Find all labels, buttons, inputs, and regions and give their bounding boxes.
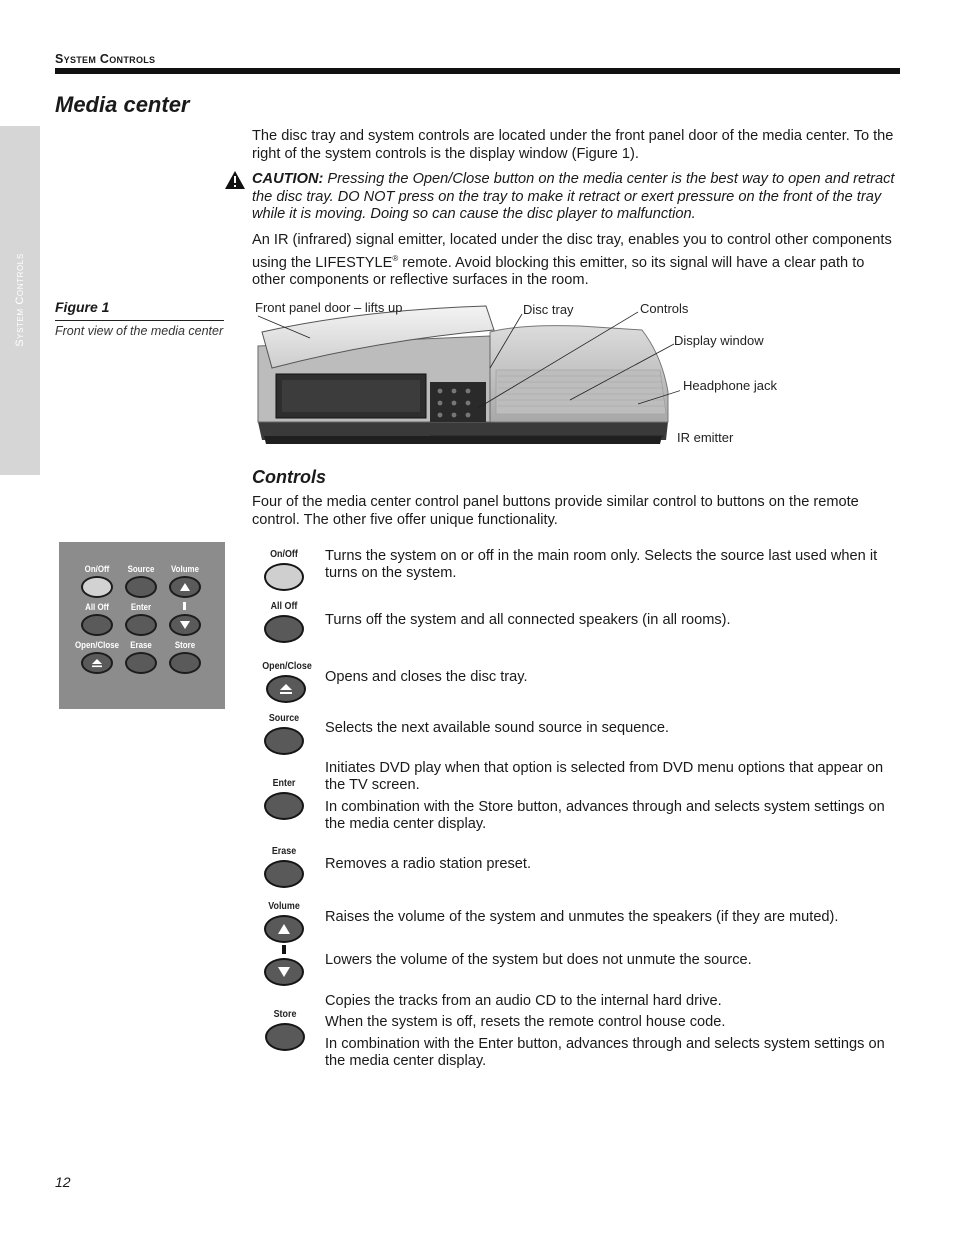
side-tab-label: System Controls bbox=[14, 253, 26, 347]
panel-label-all-off: All Off bbox=[85, 602, 109, 612]
callout-disc-tray: Disc tray bbox=[523, 302, 574, 317]
ir-text-start: An IR (infrared) signal emitter, located under the disc tray, enables you to control other components using the LIFESTYLE bbox=[252, 232, 892, 271]
side-tab bbox=[0, 126, 40, 475]
panel-label-store: Store bbox=[174, 640, 196, 650]
volume-down-button[interactable] bbox=[264, 958, 304, 986]
panel-label-open-close: Open/Close bbox=[75, 640, 120, 650]
erase-button[interactable] bbox=[264, 860, 304, 888]
panel-label-enter: Enter bbox=[130, 602, 152, 612]
panel-volume-up-button bbox=[169, 576, 201, 598]
all-off-description: Turns off the system and all connected speakers (in all rooms). bbox=[325, 612, 731, 628]
ir-text-end: remote. Avoid blocking this emitter, so its signal will have a clear path to other components or reflective surfaces in the room. bbox=[252, 254, 865, 288]
enter-button[interactable] bbox=[264, 792, 304, 820]
store-description-1: Copies the tracks from an audio CD to the internal hard drive. bbox=[325, 993, 722, 1009]
erase-label: Erase bbox=[271, 845, 297, 857]
caution-text: Pressing the Open/Close button on the media center is the best way to open and retract the disc tray. DO NOT press on the tray to make it retract or exert pressure on the front of the tray while it is moving. Doing so can cause the disc player to malfunction. bbox=[252, 171, 895, 222]
volume-up-description: Raises the volume of the system and unmutes the speakers (if they are muted). bbox=[325, 909, 839, 925]
erase-description: Removes a radio station preset. bbox=[325, 856, 532, 872]
callout-controls: Controls bbox=[640, 301, 689, 316]
open-close-description: Opens and closes the disc tray. bbox=[325, 669, 528, 685]
panel-label-volume: Volume bbox=[170, 564, 200, 574]
panel-all-off-button bbox=[81, 614, 113, 636]
enter-description-1: Initiates DVD play when that option is selected from DVD menu options that appear on the TV screen. bbox=[325, 760, 884, 794]
figure-title: Figure 1 bbox=[55, 299, 110, 315]
all-off-label: All Off bbox=[270, 600, 298, 612]
registered-mark: ® bbox=[392, 253, 399, 263]
panel-label-erase: Erase bbox=[130, 640, 152, 650]
panel-label-source: Source bbox=[127, 564, 155, 574]
callout-front-panel-door: Front panel door – lifts up bbox=[255, 300, 403, 315]
controls-intro: Four of the media center control panel buttons provide similar control to buttons on the remote control. The other five offer unique functionality. bbox=[252, 494, 859, 528]
source-label: Source bbox=[268, 712, 300, 724]
on-off-description: Turns the system on or off in the main room only. Selects the source last used when it turns on the system. bbox=[325, 548, 878, 582]
all-off-button[interactable] bbox=[264, 615, 304, 643]
eject-icon bbox=[91, 658, 103, 668]
store-label: Store bbox=[273, 1008, 297, 1020]
page-title: Media center bbox=[55, 92, 190, 117]
figure-rule bbox=[55, 320, 224, 321]
store-button[interactable] bbox=[265, 1023, 305, 1051]
panel-source-button bbox=[125, 576, 157, 598]
arrow-up-icon bbox=[277, 923, 291, 935]
ir-paragraph bbox=[252, 232, 900, 289]
callout-headphone-jack: Headphone jack bbox=[683, 378, 777, 393]
on-off-label: On/Off bbox=[270, 548, 298, 560]
panel-store-button bbox=[169, 652, 201, 674]
arrow-down-icon bbox=[277, 966, 291, 978]
page-number: 12 bbox=[55, 1174, 71, 1190]
panel-label-on-off: On/Off bbox=[84, 564, 110, 574]
on-off-button[interactable] bbox=[264, 563, 304, 591]
panel-open-close-button bbox=[81, 652, 113, 674]
volume-divider bbox=[282, 945, 286, 954]
open-close-label: Open/Close bbox=[262, 660, 312, 672]
eject-icon bbox=[279, 683, 293, 695]
open-close-button[interactable] bbox=[266, 675, 306, 703]
store-description-3: In combination with the Enter button, advances through and selects system settings on the media center display. bbox=[325, 1036, 885, 1070]
panel-erase-button bbox=[125, 652, 157, 674]
volume-down-description: Lowers the volume of the system but does not unmute the source. bbox=[325, 952, 752, 968]
header-rule bbox=[55, 68, 900, 74]
volume-up-button[interactable] bbox=[264, 915, 304, 943]
figure-caption: Front view of the media center bbox=[55, 324, 224, 338]
caution-label: CAUTION: bbox=[252, 171, 324, 187]
callout-display-window: Display window bbox=[674, 333, 764, 348]
arrow-down-icon bbox=[179, 620, 191, 630]
panel-volume-down-button bbox=[169, 614, 201, 636]
source-description: Selects the next available sound source in sequence. bbox=[325, 720, 669, 736]
controls-title: Controls bbox=[252, 467, 326, 487]
arrow-up-icon bbox=[179, 582, 191, 592]
enter-label: Enter bbox=[272, 777, 296, 789]
volume-label: Volume bbox=[268, 900, 300, 912]
volume-separator bbox=[183, 602, 186, 610]
caution-paragraph bbox=[252, 171, 900, 224]
warning-icon bbox=[224, 170, 246, 190]
callout-ir-emitter: IR emitter bbox=[677, 430, 734, 445]
section-header: System Controls bbox=[55, 52, 156, 66]
panel-enter-button bbox=[125, 614, 157, 636]
store-description-2: When the system is off, resets the remote control house code. bbox=[325, 1014, 726, 1030]
panel-on-off-button bbox=[81, 576, 113, 598]
media-center-illustration bbox=[250, 296, 680, 456]
enter-description-2: In combination with the Store button, advances through and selects system settings on the media center display. bbox=[325, 799, 885, 833]
intro-paragraph: The disc tray and system controls are located under the front panel door of the media center. To the right of the system controls is the display window (Figure 1). bbox=[252, 128, 894, 162]
source-button[interactable] bbox=[264, 727, 304, 755]
control-panel-illustration bbox=[59, 542, 225, 709]
